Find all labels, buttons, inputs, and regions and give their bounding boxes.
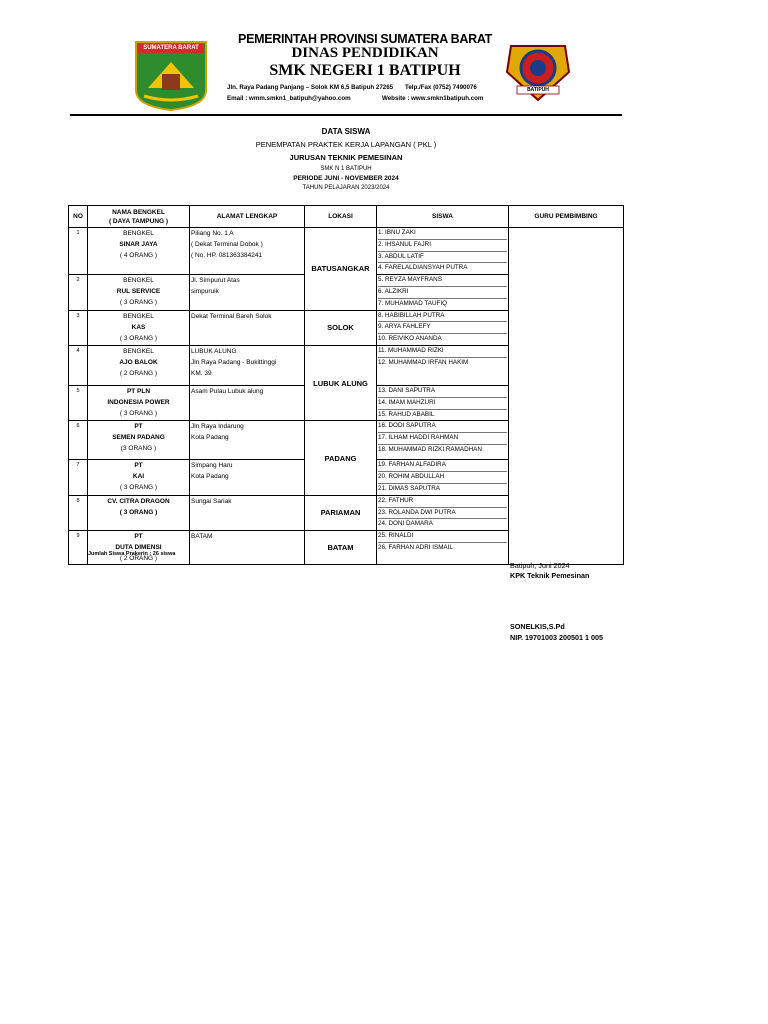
left-logo-text: SUMATERA BARAT [143, 45, 199, 51]
pkl-table [68, 205, 624, 565]
row-alamat [190, 275, 305, 310]
alamat-line: Jl. Simpurut Atas [191, 277, 240, 285]
alamat-line: Simpang Haru [191, 462, 233, 470]
row-lokasi: SOLOK [305, 310, 377, 345]
col-alamat: ALAMAT LENGKAP [190, 206, 305, 228]
alamat-line: KM. 39 [191, 369, 212, 377]
siswa-item: 19. FARHAN ALFADIRA [378, 460, 507, 472]
header-rule [70, 114, 622, 116]
bengkel-line: ( 3 ORANG ) [119, 409, 158, 417]
bengkel-line: ( 3 ORANG ) [119, 334, 158, 342]
siswa-item: 12. MUHAMMAD IRFAN HAKIM [378, 358, 469, 366]
row-siswa [377, 275, 509, 310]
row-bengkel [88, 421, 190, 460]
jumlah-siswa: Jumlah Siswa Prakerin : 26 siswa [88, 551, 176, 557]
siswa-item: 8. HABIBILLAH PUTRA [378, 311, 507, 323]
row-bengkel [88, 531, 190, 565]
row-siswa [377, 228, 509, 275]
header-phone: Telp./Fax (0752) 7490076 [405, 84, 477, 91]
siswa-item: 11. MUHAMMAD RIZKI [378, 346, 507, 358]
siswa-item: 23. ROLANDA DWI PUTRA [378, 508, 507, 520]
row-no: 8 [69, 495, 88, 530]
alamat-line: Kota Padang [191, 434, 229, 442]
alamat-line: Dekat Terminal Bareh Solok [191, 312, 272, 320]
title-periode: PERIODE JUNI - NOVEMBER 2024 [293, 175, 399, 182]
siswa-item: 4. FARELALDIANSYAH PUTRA [378, 264, 468, 272]
siswa-item: 22. FATHUR [378, 496, 507, 508]
row-no: 5 [69, 385, 88, 420]
sign-name: SONELKIS,S.Pd [510, 622, 565, 631]
bengkel-line: PT [134, 423, 143, 431]
bengkel-line: SINAR JAYA [119, 241, 158, 248]
siswa-item: 16. DODI SAPUTRA [378, 421, 507, 433]
row-bengkel [88, 310, 190, 345]
row-bengkel [88, 460, 190, 495]
title-tahun: TAHUN PELAJARAN 2023/2024 [302, 185, 390, 191]
col-bengkel [88, 206, 190, 228]
row-bengkel [88, 345, 190, 385]
alamat-line: ( Dekat Terminal Dobok ) [191, 241, 263, 248]
bengkel-line: (3 ORANG ) [120, 445, 157, 453]
row-alamat [190, 531, 305, 565]
row-lokasi: PARIAMAN [305, 495, 377, 530]
siswa-item: 26. FARHAN ADRI ISMAIL [378, 543, 453, 551]
siswa-item: 21. DIMAS SAPUTRA [378, 484, 440, 492]
bengkel-line: ( 4 ORANG ) [119, 252, 158, 259]
siswa-item: 15. RAHUD ABABIL [378, 410, 435, 418]
row-alamat [190, 228, 305, 275]
siswa-item: 24. DONI DAMARA [378, 520, 433, 528]
row-alamat [190, 310, 305, 345]
alamat-line: simpuruik [191, 288, 219, 296]
bengkel-line: BENGKEL [123, 230, 154, 237]
header-dinas: DINAS PENDIDIKAN [291, 45, 439, 61]
alamat-line: LUBUK ALUNG [191, 347, 237, 355]
siswa-item: 17. ILHAM HADDI RAHMAN [378, 433, 507, 445]
row-bengkel [88, 275, 190, 310]
siswa-item: 10. REIVIKO ANANDA [378, 335, 442, 343]
siswa-item: 9. ARYA FAHLEFY [378, 322, 507, 334]
header-province: PEMERINTAH PROVINSI SUMATERA BARAT [238, 32, 492, 46]
bengkel-line: AJO BALOK [119, 358, 158, 366]
guru-pembimbing-cell [509, 228, 624, 565]
bengkel-line: KAS [131, 323, 146, 331]
row-alamat [190, 385, 305, 420]
bengkel-line: BENGKEL [123, 347, 154, 355]
alamat-line: Asam Pulau Lubuk alung [191, 387, 264, 395]
bengkel-line: PT [134, 462, 143, 470]
bengkel-line: ( 3 ORANG ) [119, 299, 158, 307]
bengkel-line: INDONESIA POWER [107, 398, 170, 406]
row-bengkel [88, 228, 190, 275]
table-row [69, 228, 624, 275]
siswa-item: 6. ALZIKRI [378, 287, 507, 299]
row-no: 1 [69, 228, 88, 275]
siswa-item: 25. RINALDI [378, 531, 507, 543]
row-siswa [377, 531, 509, 565]
row-bengkel [88, 495, 190, 530]
bengkel-line: ( 2 ORANG ) [119, 369, 158, 377]
bengkel-line: PT PLN [126, 387, 151, 395]
bengkel-line: RUL SERVICE [116, 288, 161, 296]
sign-role: KPK Teknik Pemesinan [510, 571, 590, 580]
row-bengkel [88, 385, 190, 420]
row-siswa [377, 310, 509, 345]
row-alamat [190, 495, 305, 530]
col-bengkel-label: NAMA BENGKEL [112, 208, 165, 216]
alamat-line: Sungai Sariak [191, 497, 232, 505]
bengkel-line: DUTA DIMENSI [115, 544, 162, 552]
title-school: SMK N 1 BATIPUH [320, 166, 372, 172]
bengkel-line: ( 3 ORANG ) [119, 484, 158, 492]
row-lokasi: LUBUK ALUNG [305, 345, 377, 420]
table-header-row [69, 206, 624, 228]
sign-nip: NIP. 19701003 200501 1 005 [510, 633, 603, 642]
row-siswa [377, 421, 509, 460]
header-school: SMK NEGERI 1 BATIPUH [269, 62, 461, 79]
header-email: Email : wmm.smkn1_batipuh@yahoo.com [227, 95, 351, 102]
row-siswa [377, 385, 509, 420]
row-lokasi: BATAM [305, 531, 377, 565]
col-bengkel-sub: ( DAYA TAMPUNG ) [108, 217, 169, 225]
row-alamat [190, 345, 305, 385]
header-website: Website : www.smkn1batipuh.com [382, 95, 484, 102]
title-data-siswa: DATA SISWA [321, 127, 371, 136]
col-lokasi: LOKASI [305, 206, 377, 228]
bengkel-line: KAI [132, 473, 145, 481]
row-no: 7 [69, 460, 88, 495]
row-alamat [190, 421, 305, 460]
row-lokasi: PADANG [305, 421, 377, 495]
alamat-line: Piliang No. 1 A [191, 230, 234, 237]
row-alamat [190, 460, 305, 495]
bengkel-line: BENGKEL [123, 277, 154, 285]
title-jurusan: JURUSAN TEKNIK PEMESINAN [289, 153, 403, 162]
bengkel-line: PT [134, 533, 143, 541]
sign-place-date: Batipuh, Juni 2024 [510, 561, 570, 570]
siswa-item: 20. ROHIM ABDULLAH [378, 472, 507, 484]
row-no: 4 [69, 345, 88, 385]
row-no: 6 [69, 421, 88, 460]
row-siswa [377, 495, 509, 530]
alamat-line: BATAM [191, 533, 213, 541]
bengkel-line: SEMEN PADANG [112, 434, 165, 442]
alamat-line: Jln Raya Indarung [191, 423, 244, 431]
siswa-item: 1. IBNU ZAKI [378, 228, 507, 240]
siswa-item: 18. MUHAMMAD RIZKI RAMADHAN [378, 445, 482, 453]
row-lokasi: BATUSANGKAR [305, 228, 377, 311]
row-no: 9 [69, 531, 88, 565]
siswa-item: 2. IHSANUL FAJRI [378, 240, 507, 252]
row-no: 2 [69, 275, 88, 310]
row-siswa [377, 345, 509, 385]
alamat-line: ( No. HP. 081363384241 [191, 252, 263, 259]
siswa-item: 7. MUHAMMAD TAUFIQ [378, 299, 448, 307]
col-siswa: SISWA [377, 206, 509, 228]
alamat-line: Jln Raya Padang - Bukittinggi [191, 358, 277, 366]
siswa-item: 14. IMAM MAHZURI [378, 398, 507, 410]
siswa-item: 13. DANI SAPUTRA [378, 386, 507, 398]
col-guru: GURU PEMBIMBING [509, 206, 624, 228]
row-siswa [377, 460, 509, 495]
alamat-line: Kota Padang [191, 473, 229, 481]
col-no: NO [69, 206, 88, 228]
siswa-item: 3. ABDUL LATIF [378, 252, 507, 264]
bengkel-line: BENGKEL [123, 312, 154, 320]
header-address: Jln. Raya Padang Panjang – Solok KM 6,5 Batipuh 27265 [227, 84, 394, 91]
bengkel-line: CV. CITRA DRAGON [107, 497, 170, 505]
title-penempatan: PENEMPATAN PRAKTEK KERJA LAPANGAN ( PKL ) [255, 140, 437, 149]
row-no: 3 [69, 310, 88, 345]
bengkel-line: ( 2 ORANG ) [119, 555, 158, 563]
siswa-item: 5. REYZA MAYFRANS [378, 275, 507, 287]
bengkel-line: ( 3 ORANG ) [119, 508, 158, 516]
right-logo-text: BATIPUH [527, 87, 549, 93]
